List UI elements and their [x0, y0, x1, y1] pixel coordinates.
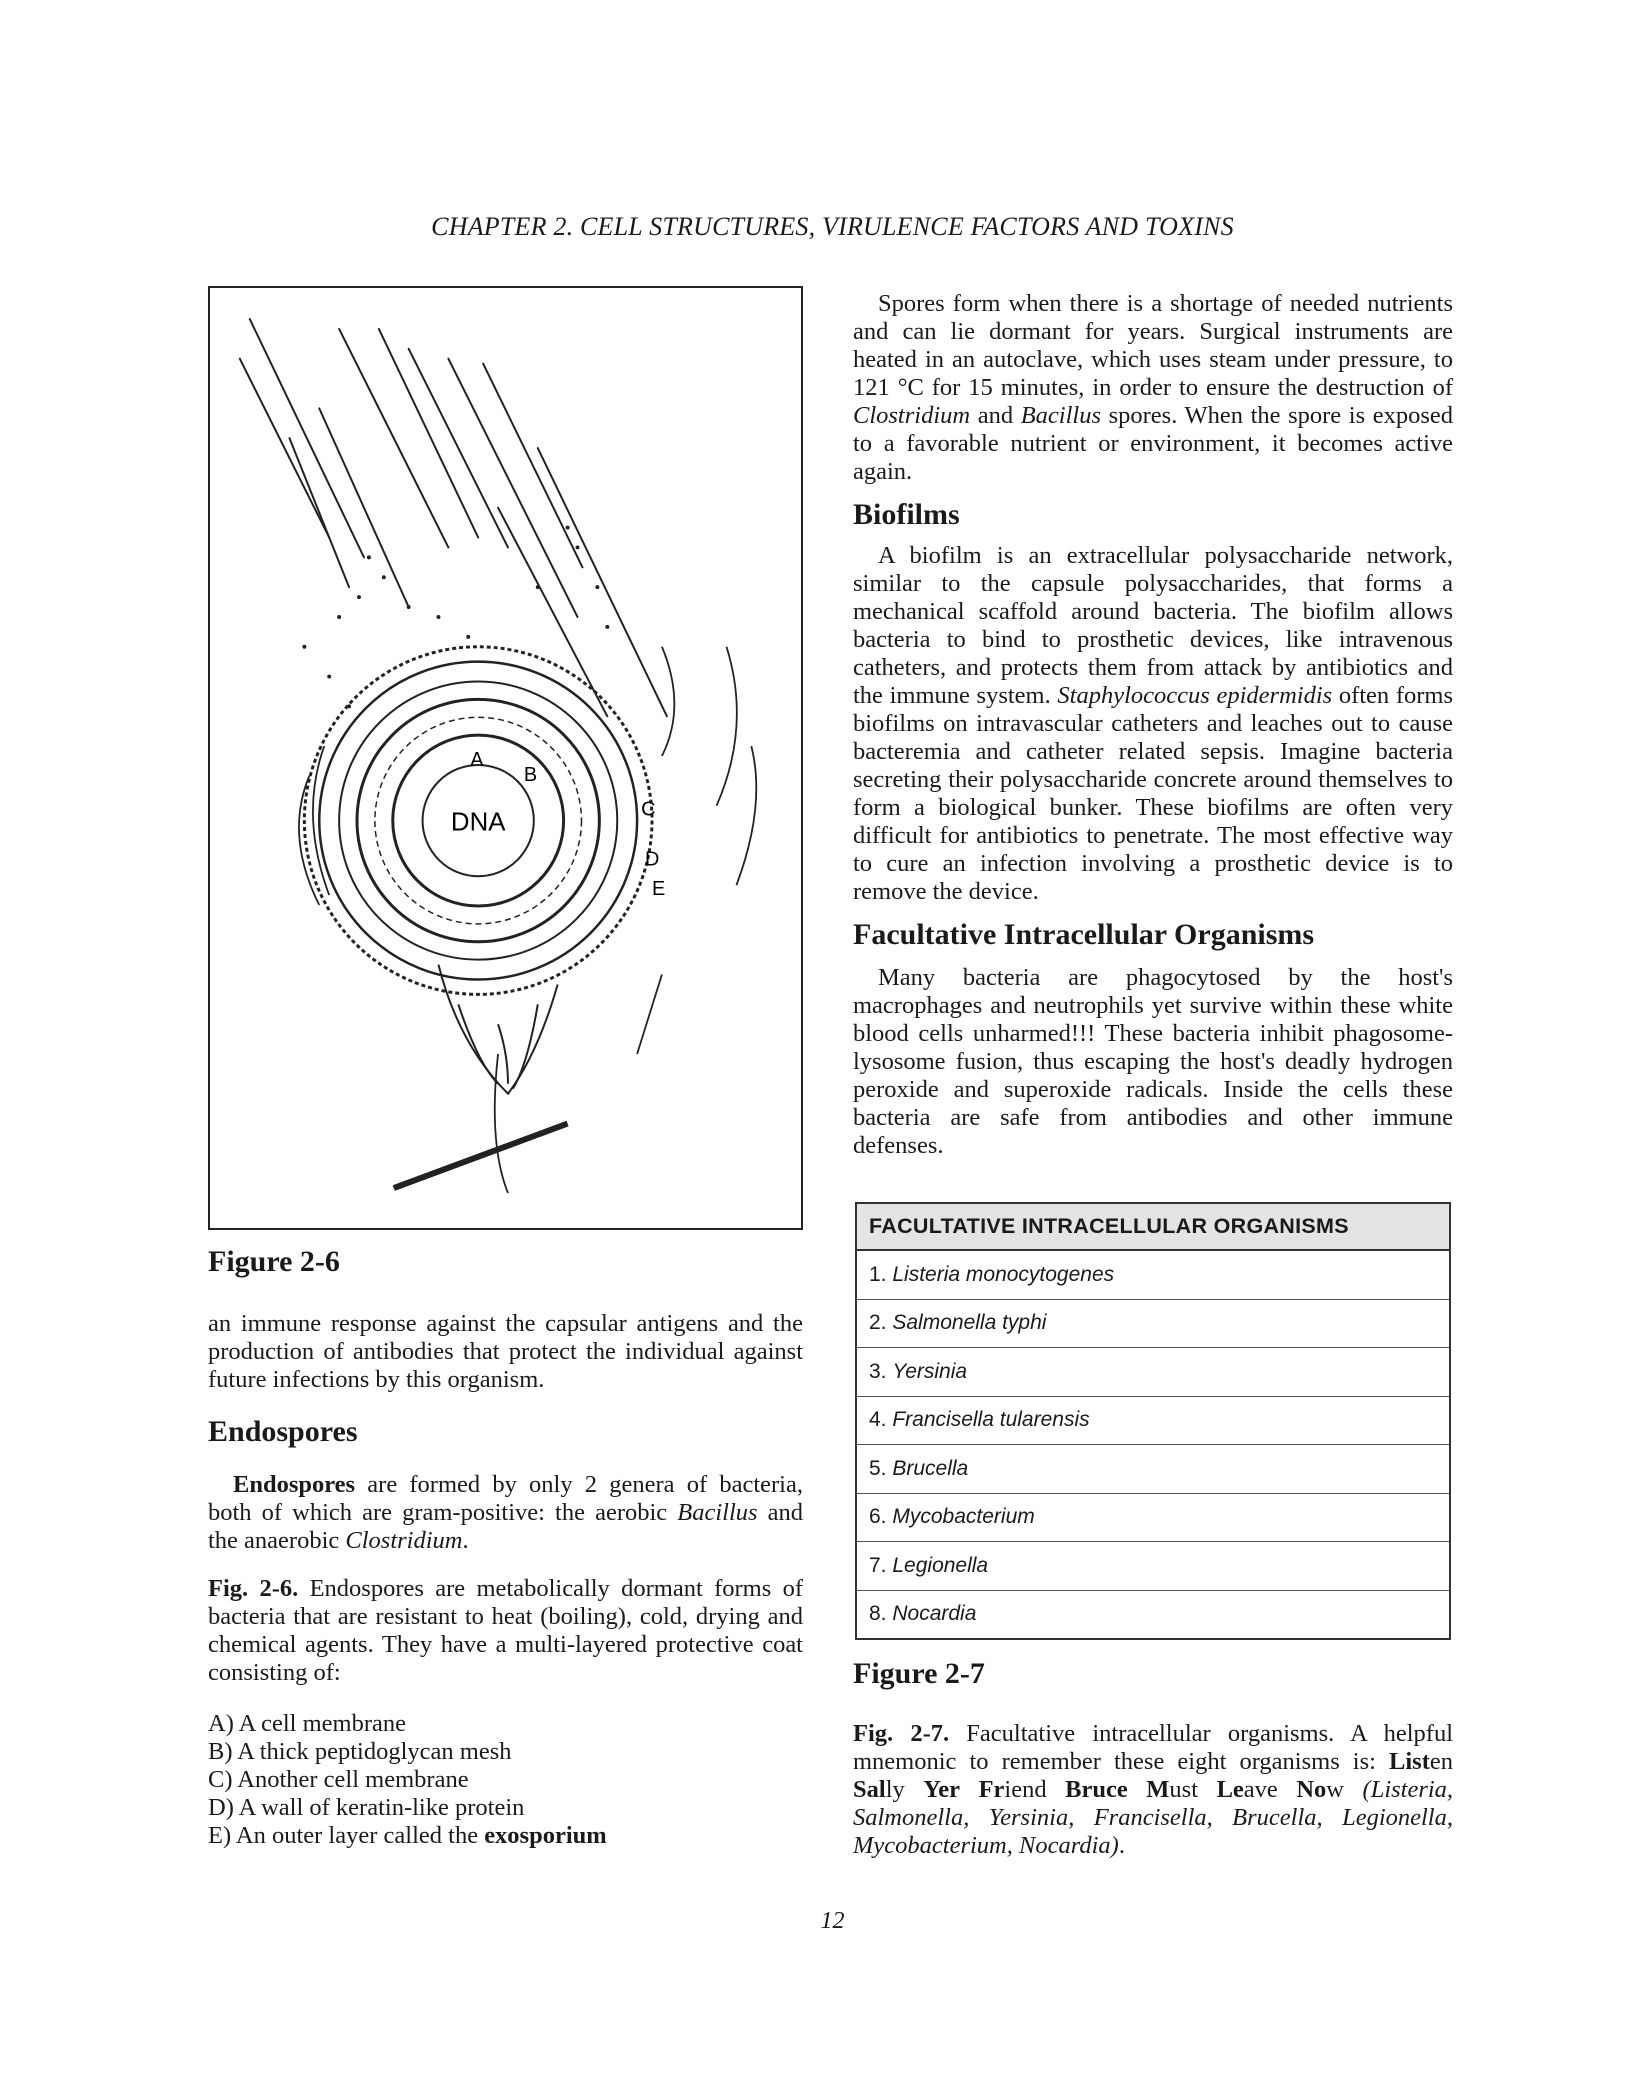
table-header: FACULTATIVE INTRACELLULAR ORGANISMS	[856, 1203, 1450, 1250]
continued-paragraph: an immune response against the capsular antigens and the production of antibodies that protect the individual against future infections by this organism.	[208, 1310, 803, 1393]
label-b: B	[523, 763, 538, 786]
spores-paragraph: Spores form when there is a shortage of needed nutrients and can lie dormant for years. Surgical instruments are heated in an autoclave, which uses steam under pressure, to 121 °C for 15 minutes, in order to ensure the destruction of Clostridium and Bacillus spores. When the spore is exposed to a favorable nutrient or environment, it becomes active again.	[853, 290, 1454, 485]
figure-2-6-title: Figure 2-6	[208, 1245, 340, 1278]
label-a: A	[470, 748, 484, 771]
table-row: 1. Listeria monocytogenes	[856, 1250, 1450, 1299]
label-dna: DNA	[450, 808, 506, 837]
page-number: 12	[820, 1908, 845, 1934]
table-row: 7. Legionella	[856, 1542, 1450, 1591]
list-item: A) A cell membrane	[208, 1710, 406, 1737]
list-item: E) An outer layer called the exosporium	[208, 1822, 607, 1849]
biofilm-paragraph: A biofilm is an extracellular polysaccharide network, similar to the capsule polysaccharides, that forms a mechanical scaffold around bacteria. The biofilm allows bacteria to bind to prosthetic devices, like intravenous catheters, and protects them from attack by antibiotics and the immune system. Staphylococcus epidermidis often forms biofilms on intravascular catheters and leaches out to cause bacteremia and catheter related sepsis. Imagine bacteria secreting their polysaccharide concrete around themselves to form a biological bunker. These biofilms are often very difficult for antibiotics to penetrate. The most effective way to cure an infection involving a prosthetic device is to remove the device.	[853, 542, 1454, 905]
table-row: 4. Francisella tularensis	[856, 1396, 1450, 1445]
facultative-organisms-table	[855, 1202, 1451, 1640]
table-row: 8. Nocardia	[856, 1590, 1450, 1639]
running-header: CHAPTER 2. CELL STRUCTURES, VIRULENCE FACTORS AND TOXINS	[431, 212, 1234, 241]
list-item: B) A thick peptidoglycan mesh	[208, 1738, 512, 1765]
biofilms-heading: Biofilms	[853, 498, 960, 531]
table-row: 5. Brucella	[856, 1445, 1450, 1494]
facultative-paragraph: Many bacteria are phagocytosed by the host's macrophages and neutrophils yet survive within these white blood cells unharmed!!! These bacteria inhibit phagosome-lysosome fusion, thus escaping the host's deadly hydrogen peroxide and superoxide radicals. Inside the cells these bacteria are safe from antibodies and other immune defenses.	[853, 964, 1453, 1159]
facultative-heading: Facultative Intracellular Organisms	[853, 918, 1315, 951]
list-item: C) Another cell membrane	[208, 1766, 469, 1793]
label-c: C	[641, 798, 656, 821]
label-e: E	[652, 878, 666, 901]
fig-2-7-caption: Fig. 2-7. Facultative intracellular organisms. A helpful mnemonic to remember these eight organisms is: Listen Sally Yer Friend Bruce Must Leave Now (Listeria, Salmonella, Yersinia, Francisella, Brucella, Legionella, Mycobacterium, Nocardia).	[853, 1720, 1454, 1859]
coat-layer-list	[208, 1710, 803, 1850]
endospores-paragraph: Endospores are formed by only 2 genera of bacteria, both of which are gram-positive: the aerobic Bacillus and the anaerobic Clostridium.	[208, 1471, 804, 1554]
table-row: 6. Mycobacterium	[856, 1493, 1450, 1542]
fig-2-6-caption: Fig. 2-6. Endospores are metabolically dormant forms of bacteria that are resistant to heat (boiling), cold, drying and chemical agents. They have a multi-layered protective coat consisting of:	[208, 1575, 803, 1686]
endospores-heading: Endospores	[208, 1415, 358, 1448]
label-d: D	[645, 848, 660, 871]
figure-2-7-title: Figure 2-7	[853, 1657, 985, 1690]
list-item: D) A wall of keratin-like protein	[208, 1794, 525, 1821]
table-row: 3. Yersinia	[856, 1348, 1450, 1397]
figure-2-6-illustration	[208, 286, 803, 1230]
table-row: 2. Salmonella typhi	[856, 1299, 1450, 1348]
